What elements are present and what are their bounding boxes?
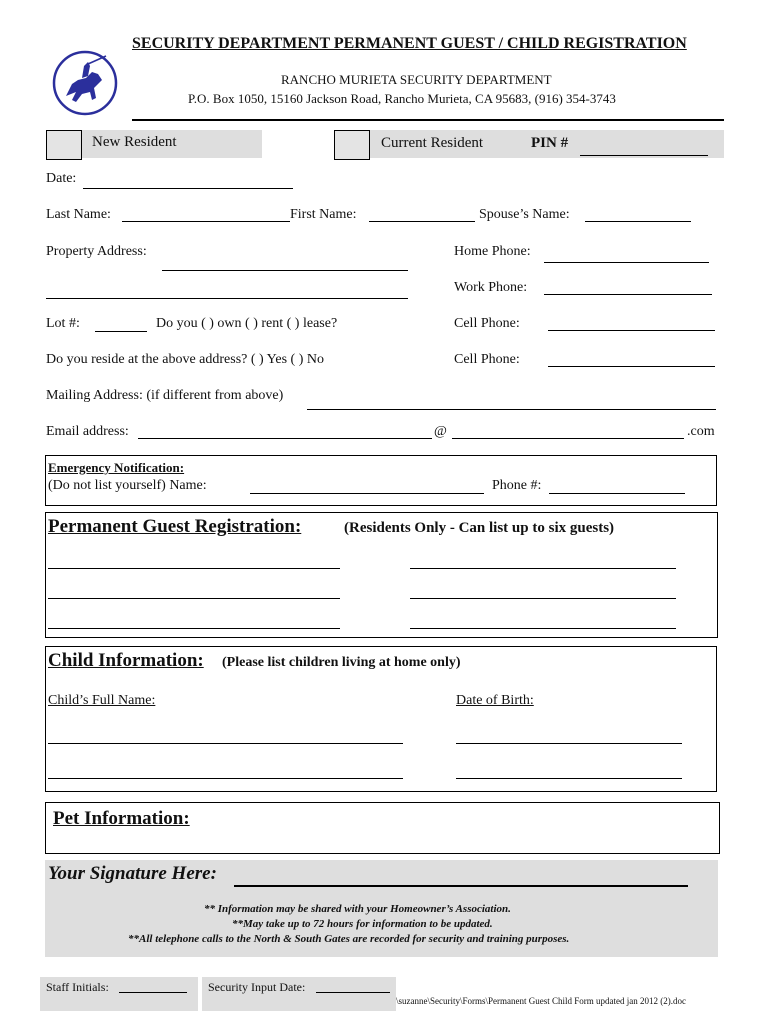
email-dotcom: .com [687,424,715,439]
emergency-instruction: (Do not list yourself) Name: [48,478,207,493]
logo-emblem [52,50,118,116]
lot-label: Lot #: [46,316,80,331]
guest-line[interactable] [410,628,676,629]
cell-phone-field-1[interactable] [548,330,715,331]
org-address: P.O. Box 1050, 15160 Jackson Road, Rancho Murieta, CA 95683, (916) 354-3743 [188,91,616,106]
current-resident-label: Current Resident [381,135,484,151]
cell-phone-label-2: Cell Phone: [454,352,520,367]
lot-field[interactable] [95,331,147,332]
email-at: @ [434,424,447,439]
mailing-address-label: Mailing Address: (if different from above) [46,388,284,403]
mailing-address-field[interactable] [307,409,716,410]
emergency-name-field[interactable] [250,493,484,494]
guest-section-note: (Residents Only - Can list up to six guests) [344,520,615,536]
info-note-2: **May take up to 72 hours for information to be updated. [232,918,493,930]
first-name-label: First Name: [290,207,357,222]
header-rule [132,119,724,121]
home-phone-field[interactable] [544,262,709,263]
document-path: \suzanne\Security\Forms\Permanent Guest Child Form updated jan 2012 (2).doc [396,996,686,1006]
work-phone-field[interactable] [544,294,712,295]
property-address-label: Property Address: [46,244,147,259]
child-name-header: Child’s Full Name: [48,693,156,708]
new-resident-checkbox[interactable] [46,130,82,160]
pin-field[interactable] [580,155,708,156]
spouse-name-label: Spouse’s Name: [479,207,570,222]
org-name: RANCHO MURIETA SECURITY DEPARTMENT [281,72,552,87]
cell-phone-field-2[interactable] [548,366,715,367]
email-domain-field[interactable] [452,438,684,439]
staff-initials-field[interactable] [119,992,187,993]
child-name-line[interactable] [48,778,403,779]
security-input-field[interactable] [316,992,390,993]
form-title: SECURITY DEPARTMENT PERMANENT GUEST / CHILD REGISTRATION [132,35,687,52]
pet-section-title: Pet Information: [53,808,190,829]
child-dob-line[interactable] [456,778,682,779]
info-note-3: **All telephone calls to the North & South Gates are recorded for security and training purposes. [128,933,570,945]
last-name-label: Last Name: [46,207,111,222]
guest-line[interactable] [410,568,676,569]
emergency-phone-label: Phone #: [492,478,542,493]
reside-question: Do you reside at the above address? ( ) Yes ( ) No [46,352,324,367]
signature-line[interactable] [234,885,688,887]
cell-phone-label-1: Cell Phone: [454,316,520,331]
email-user-field[interactable] [138,438,432,439]
child-name-line[interactable] [48,743,403,744]
staff-initials-label: Staff Initials: [46,980,109,994]
home-phone-label: Home Phone: [454,244,531,259]
email-label: Email address: [46,424,129,439]
child-dob-header: Date of Birth: [456,693,534,708]
guest-line[interactable] [48,598,340,599]
property-address-line-1[interactable] [162,270,408,271]
child-dob-line[interactable] [456,743,682,744]
date-label: Date: [46,171,77,186]
last-name-field[interactable] [122,221,290,222]
current-resident-checkbox[interactable] [334,130,370,160]
guest-line[interactable] [410,598,676,599]
info-note-1: ** Information may be shared with your Homeowner’s Association. [204,903,511,915]
work-phone-label: Work Phone: [454,280,528,295]
spouse-name-field[interactable] [585,221,691,222]
guest-line[interactable] [48,628,340,629]
child-section-title: Child Information: [48,650,204,671]
child-section-note: (Please list children living at home only) [222,655,461,670]
pin-label: PIN # [531,135,569,151]
guest-line[interactable] [48,568,340,569]
property-address-line-2[interactable] [46,298,408,299]
guest-section-title: Permanent Guest Registration: [48,516,302,537]
emergency-title: Emergency Notification: [48,460,185,475]
signature-label: Your Signature Here: [48,863,217,884]
emergency-phone-field[interactable] [549,493,685,494]
new-resident-label: New Resident [92,134,177,150]
date-field[interactable] [83,188,293,189]
security-input-label: Security Input Date: [208,980,306,994]
first-name-field[interactable] [369,221,475,222]
ownership-question: Do you ( ) own ( ) rent ( ) lease? [156,316,338,331]
